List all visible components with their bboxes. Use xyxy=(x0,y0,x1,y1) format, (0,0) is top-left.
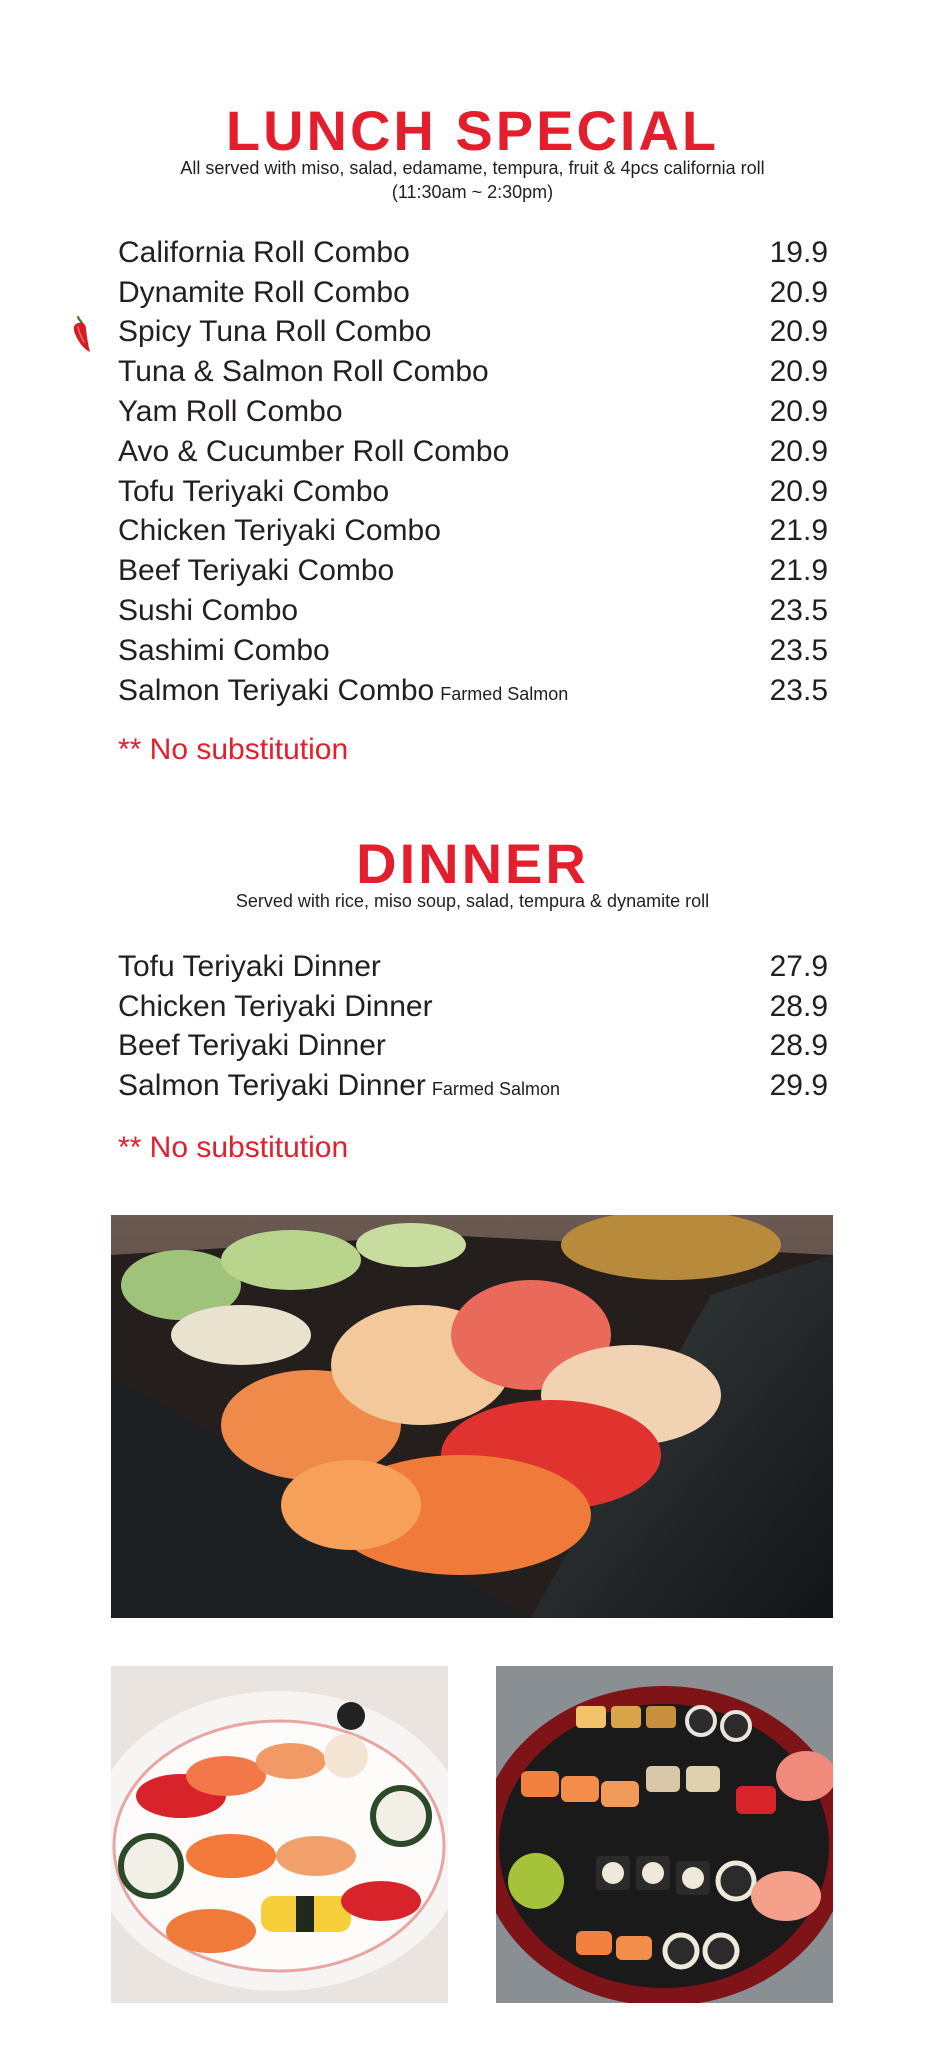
lunch-subtitle-line-1: All served with miso, salad, edamame, tempura, fruit & 4pcs california roll xyxy=(180,158,765,178)
menu-item-price: 20.9 xyxy=(769,474,828,508)
menu-item xyxy=(118,352,828,392)
menu-item-price: 29.9 xyxy=(769,1069,828,1103)
menu-item-name: Salmon Teriyaki Combo xyxy=(118,673,435,707)
dinner-menu-list xyxy=(118,947,828,1106)
menu-item-price: 28.9 xyxy=(769,989,828,1023)
menu-item-price: 20.9 xyxy=(769,395,828,429)
menu-item xyxy=(118,631,828,671)
menu-item-price: 21.9 xyxy=(769,514,828,548)
menu-item-price: 20.9 xyxy=(769,355,828,389)
menu-item xyxy=(118,671,828,711)
menu-item-price: 23.5 xyxy=(769,673,828,707)
menu-item-name: Tofu Teriyaki Dinner xyxy=(118,949,381,983)
menu-item-name: Yam Roll Combo xyxy=(118,395,343,429)
menu-item-name: Sushi Combo xyxy=(118,594,299,628)
sushi-platter-photo xyxy=(111,1666,448,2003)
lunch-menu-list xyxy=(118,233,828,711)
menu-item-name: Beef Teriyaki Combo xyxy=(118,554,395,588)
bento-box-sashimi-photo xyxy=(111,1215,833,1618)
menu-item-name: Chicken Teriyaki Combo xyxy=(118,514,441,548)
menu-item-name: Spicy Tuna Roll Combo xyxy=(118,315,432,349)
lunch-special-subtitle xyxy=(0,156,945,204)
menu-item-name: Sashimi Combo xyxy=(118,633,330,667)
dinner-title: DINNER xyxy=(356,832,589,895)
menu-item-name: California Roll Combo xyxy=(118,235,410,269)
menu-item-note: Farmed Salmon xyxy=(431,1079,560,1100)
menu-item-name: Tuna & Salmon Roll Combo xyxy=(118,355,489,389)
dinner-subtitle: Served with rice, miso soup, salad, tempura & dynamite roll xyxy=(235,891,710,911)
lunch-no-substitution-note: ** No substitution xyxy=(118,733,349,766)
menu-item xyxy=(118,392,828,432)
menu-item xyxy=(118,273,828,313)
menu-item xyxy=(118,432,828,472)
menu-item-name: Avo & Cucumber Roll Combo xyxy=(118,434,510,468)
lunch-subtitle-line-2: (11:30am ~ 2:30pm) xyxy=(391,182,554,202)
menu-item xyxy=(118,313,828,353)
menu-item-price: 20.9 xyxy=(769,434,828,468)
menu-item xyxy=(118,591,828,631)
menu-item xyxy=(118,472,828,512)
menu-item-name: Tofu Teriyaki Combo xyxy=(118,474,390,508)
menu-item-price: 23.5 xyxy=(769,633,828,667)
menu-item-price: 20.9 xyxy=(769,275,828,309)
menu-item-name: Salmon Teriyaki Dinner xyxy=(118,1069,426,1103)
dinner-no-substitution-note: ** No substitution xyxy=(118,1131,349,1164)
menu-item-note: Farmed Salmon xyxy=(440,683,569,704)
menu-item-price: 28.9 xyxy=(769,1029,828,1063)
menu-item xyxy=(118,987,828,1027)
menu-item-price: 20.9 xyxy=(769,315,828,349)
menu-item xyxy=(118,233,828,273)
menu-item-price: 23.5 xyxy=(769,594,828,628)
menu-item-price: 27.9 xyxy=(769,949,828,983)
menu-item xyxy=(118,947,828,987)
menu-item xyxy=(118,1027,828,1067)
sushi-tray-photo xyxy=(496,1666,833,2003)
chili-pepper-icon xyxy=(68,315,92,355)
lunch-special-title: LUNCH SPECIAL xyxy=(225,99,720,162)
menu-item xyxy=(118,512,828,552)
menu-item-name: Chicken Teriyaki Dinner xyxy=(118,989,433,1023)
menu-item-price: 19.9 xyxy=(769,235,828,269)
menu-item xyxy=(118,1066,828,1106)
menu-item-name: Beef Teriyaki Dinner xyxy=(118,1029,386,1063)
menu-item-price: 21.9 xyxy=(769,554,828,588)
menu-item xyxy=(118,551,828,591)
menu-item-name: Dynamite Roll Combo xyxy=(118,275,410,309)
